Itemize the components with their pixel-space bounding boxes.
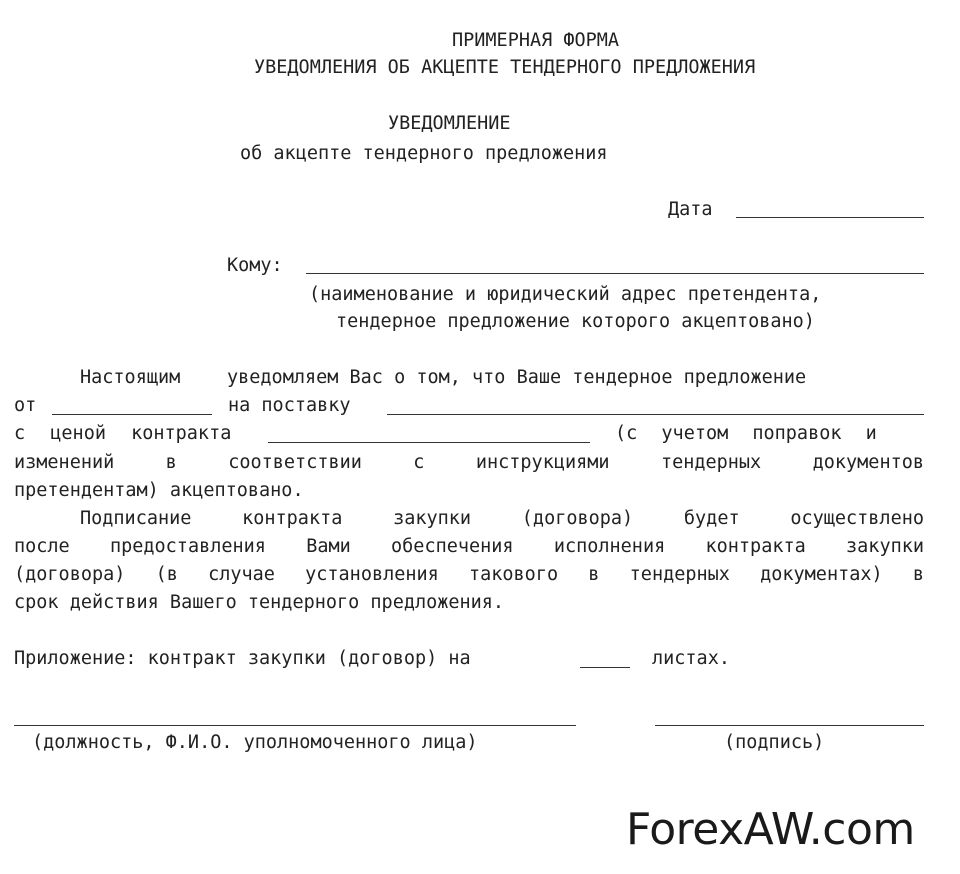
- forexaw-watermark: ForexAW.com: [626, 804, 915, 855]
- body-p2-line3: (договора) (в случае установления такового в тендерных документах) в: [14, 564, 924, 585]
- form-header-line2: УВЕДОМЛЕНИЯ ОБ АКЦЕПТЕ ТЕНДЕРНОГО ПРЕДЛОЖЕНИЯ: [254, 57, 756, 78]
- body-p1-word-nastoyashchim: Настоящим: [80, 367, 181, 388]
- signature-hint: (подпись): [724, 732, 825, 753]
- body-p1-from-label: от: [14, 395, 37, 416]
- official-position-blank-line: [14, 725, 576, 726]
- body-p1-line4: изменений в соответствии с инструкциями тендерных документов: [14, 452, 924, 473]
- official-position-hint: (должность, Ф.И.О. уполномоченного лица): [32, 732, 478, 753]
- recipient-blank-line: [306, 273, 924, 274]
- body-p2-line1: Подписание контракта закупки (договора) будет осуществлено: [80, 508, 924, 529]
- body-p1-price-label: с ценой контракта: [14, 423, 232, 444]
- signature-blank-line: [655, 725, 924, 726]
- date-blank-line: [736, 217, 924, 218]
- body-p2-line2: после предоставления Вами обеспечения исполнения контракта закупки: [14, 536, 924, 557]
- recipient-hint-line1: (наименование и юридический адрес претендента,: [309, 284, 822, 305]
- recipient-hint-line2: тендерное предложение которого акцептовано): [336, 311, 815, 332]
- supply-subject-blank-line: [387, 414, 924, 415]
- form-header-line1: ПРИМЕРНАЯ ФОРМА: [452, 30, 620, 51]
- body-p1-supply-label: на поставку: [228, 395, 351, 416]
- attachment-pages-blank-line: [580, 667, 630, 668]
- attachment-label: Приложение: контракт закупки (договор) на: [14, 648, 471, 669]
- offer-date-blank-line: [52, 414, 212, 415]
- body-p1-line5: претендентам) акцептовано.: [14, 480, 304, 501]
- body-p2-line4: срок действия Вашего тендерного предложения.: [14, 592, 505, 613]
- document-title: УВЕДОМЛЕНИЕ: [388, 113, 511, 134]
- date-label: Дата: [668, 199, 713, 220]
- document-subtitle: об акцепте тендерного предложения: [240, 143, 608, 164]
- body-p1-line3-rest: (с учетом поправок и: [615, 423, 877, 444]
- attachment-suffix: листах.: [652, 648, 730, 669]
- contract-price-blank-line: [268, 442, 590, 443]
- recipient-label: Кому:: [227, 255, 283, 276]
- body-p1-line1-rest: уведомляем Вас о том, что Ваше тендерное предложение: [227, 367, 807, 388]
